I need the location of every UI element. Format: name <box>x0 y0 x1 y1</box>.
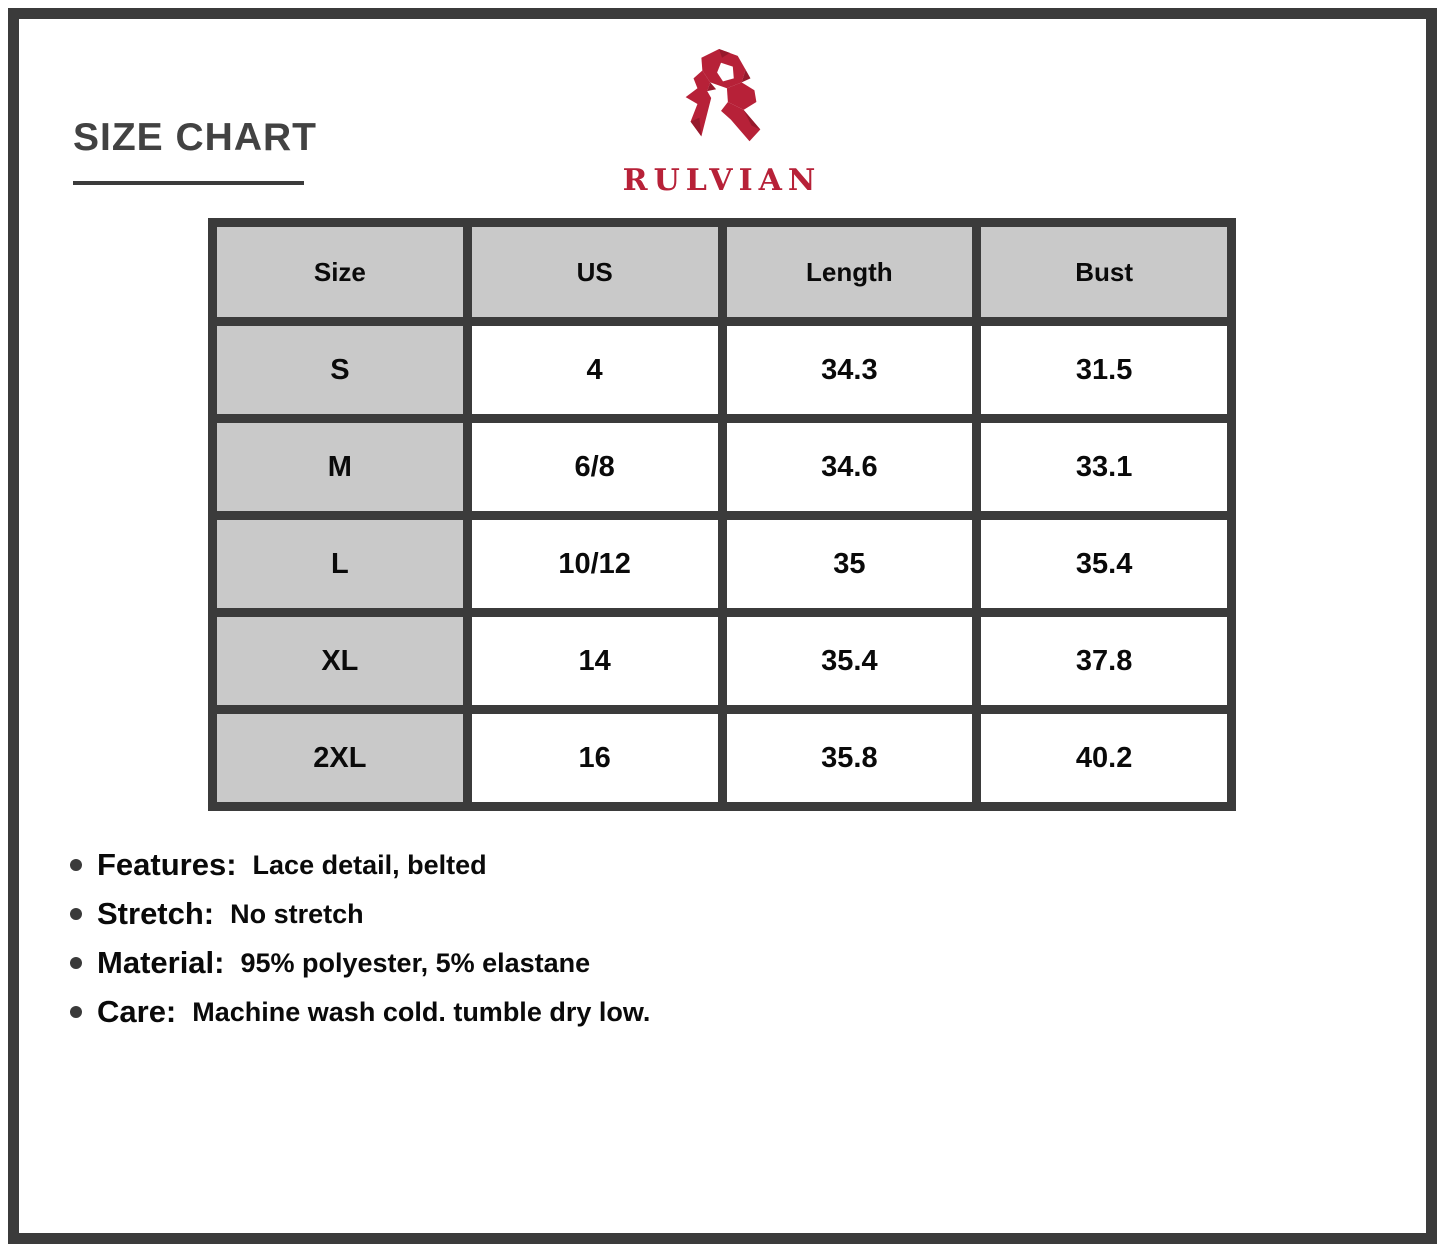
length-cell: 34.6 <box>727 423 973 511</box>
table-row <box>217 617 1227 705</box>
detail-item-features <box>70 847 650 883</box>
brand <box>522 46 922 198</box>
size-cell: XL <box>217 617 463 705</box>
us-cell: 6/8 <box>472 423 718 511</box>
bullet-icon <box>70 1006 82 1018</box>
us-cell: 16 <box>472 714 718 802</box>
bust-cell: 33.1 <box>981 423 1227 511</box>
detail-item-care <box>70 994 650 1030</box>
table-row <box>217 326 1227 414</box>
size-cell: S <box>217 326 463 414</box>
length-cell: 35 <box>727 520 973 608</box>
us-cell: 14 <box>472 617 718 705</box>
detail-value: 95% polyester, 5% elastane <box>240 947 591 978</box>
size-cell: M <box>217 423 463 511</box>
bullet-icon <box>70 859 82 871</box>
page-title: SIZE CHART <box>73 116 317 159</box>
bullet-icon <box>70 908 82 920</box>
us-cell: 10/12 <box>472 520 718 608</box>
detail-label: Care: <box>97 994 177 1029</box>
brand-name: RULVIAN <box>622 163 822 198</box>
detail-value: Lace detail, belted <box>252 849 487 880</box>
bust-cell: 31.5 <box>981 326 1227 414</box>
length-cell: 35.4 <box>727 617 973 705</box>
bullet-icon <box>70 957 82 969</box>
detail-item-material <box>70 945 650 981</box>
column-header-size: Size <box>217 227 463 317</box>
detail-value: No stretch <box>230 898 364 929</box>
table-row <box>217 520 1227 608</box>
detail-label: Stretch: <box>97 896 215 931</box>
brand-logo-icon <box>670 46 774 156</box>
title-underline <box>73 181 304 185</box>
column-header-us: US <box>472 227 718 317</box>
size-cell: L <box>217 520 463 608</box>
detail-label: Features: <box>97 847 237 882</box>
table-row <box>217 423 1227 511</box>
table-header-row <box>217 227 1227 317</box>
bust-cell: 40.2 <box>981 714 1227 802</box>
bust-cell: 35.4 <box>981 520 1227 608</box>
column-header-length: Length <box>727 227 973 317</box>
size-cell: 2XL <box>217 714 463 802</box>
size-chart-table <box>208 218 1236 811</box>
bust-cell: 37.8 <box>981 617 1227 705</box>
length-cell: 35.8 <box>727 714 973 802</box>
column-header-bust: Bust <box>981 227 1227 317</box>
product-details-list <box>70 847 650 1043</box>
detail-label: Material: <box>97 945 225 980</box>
detail-value: Machine wash cold. tumble dry low. <box>192 996 651 1027</box>
table-row <box>217 714 1227 802</box>
us-cell: 4 <box>472 326 718 414</box>
length-cell: 34.3 <box>727 326 973 414</box>
detail-item-stretch <box>70 896 650 932</box>
